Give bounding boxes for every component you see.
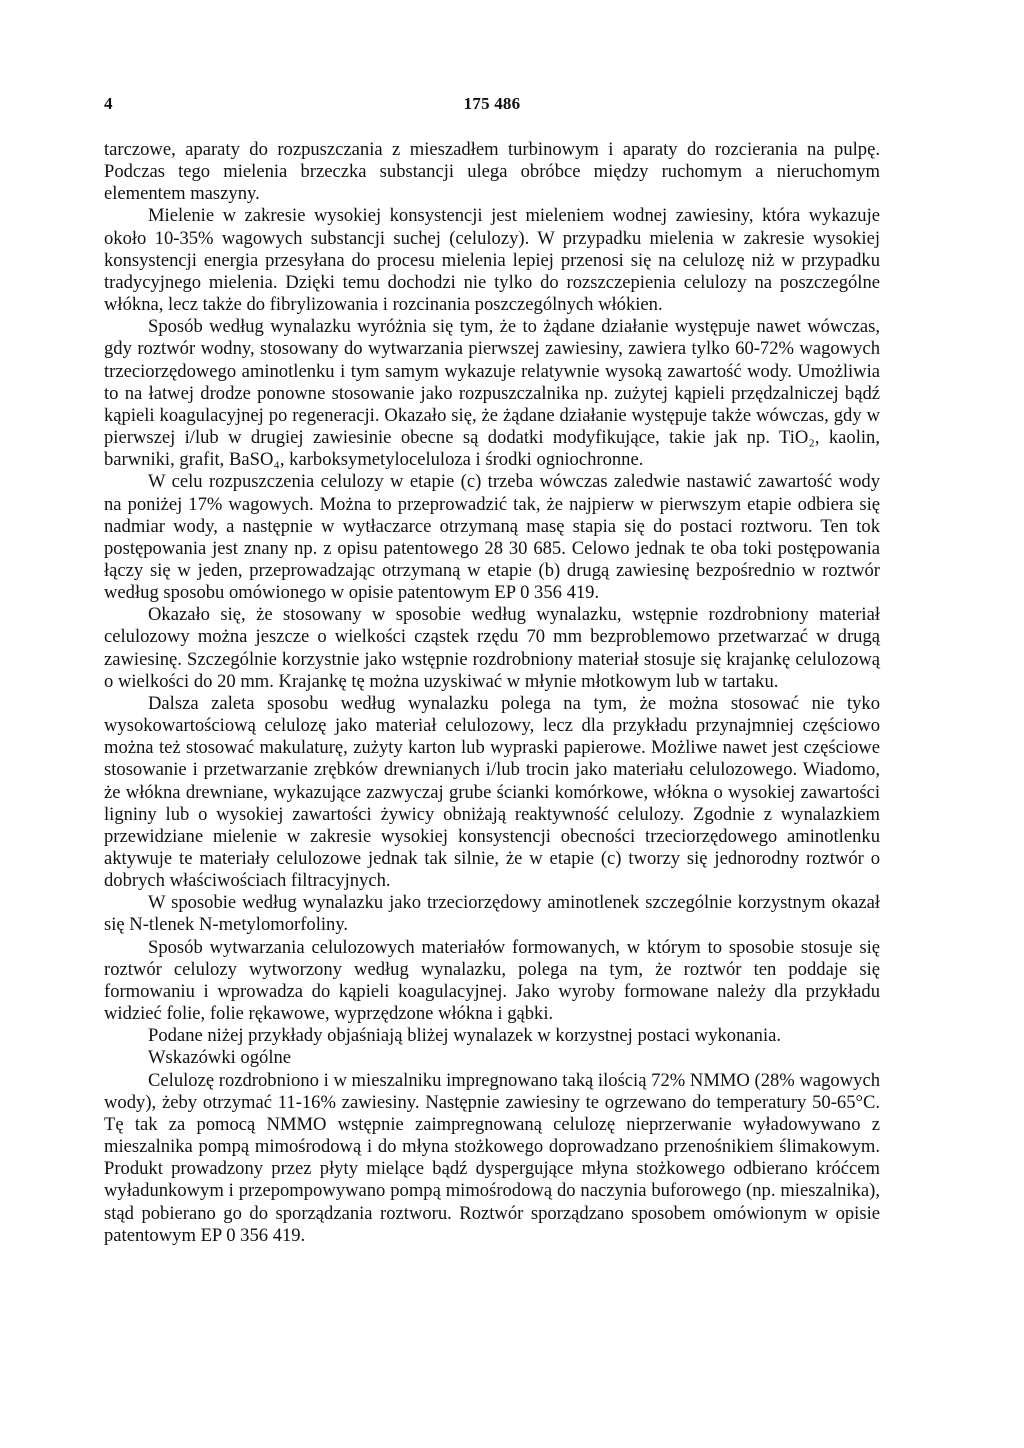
- section-heading-general-notes: Wskazówki ogólne: [148, 1047, 292, 1069]
- paragraph-4: W celu rozpuszczenia celulozy w etapie (c) trzeba wówczas zaledwie nastawić zawartość wody na poniżej 17% wagowych. Można to przeprowadzić tak, że najpierw w pierwszym etapie odbiera się nadmiar wody, a następnie w wytłaczarce otrzymaną masę stapia się do postaci roztworu. Ten tok postępowania jest znany np. z opisu patentowego 28 30 685. Celowo jednak te oba toki postępowania łączy się w jeden, przeprowadzając otrzymaną w etapie (b) drugą zawiesinę bezpośrednio w roztwór według sposobu omówionego w opisie patentowym EP 0 356 419.: [104, 471, 880, 604]
- patent-number: 175 486: [463, 94, 521, 113]
- page-number: 4: [104, 94, 113, 113]
- paragraph-10: Celulozę rozdrobniono i w mieszalniku impregnowano taką ilością 72% NMMO (28% wagowych wody), żeby otrzymać 11-16% zawiesiny. Następnie zawiesiny te ogrzewano do temperatury 50-65°C. Tę tak za pomocą NMMO wstępnie zaimpregnowaną celulozę nieprzerwanie wyładowywano z mieszalnika pompą mimośrodową i do młyna stożkowego doprowadzano przenośnikiem ślimakowym. Produkt prowadzony przez płyty mielące bądź dyspergujące młyna stożkowego odbierano króćcem wyładunkowym i przepompowywano pompą mimośrodową do naczynia buforowego (np. mieszalnika), stąd pobierano go do sporządzania roztworu. Roztwór sporządzano sposobem omówionym w opisie patentowym EP 0 356 419.: [104, 1069, 880, 1246]
- page-header: [104, 94, 880, 118]
- paragraph-3: Sposób według wynalazku wyróżnia się tym, że to żądane działanie występuje nawet wówczas, gdy roztwór wodny, stosowany do wytwarzania pierwszej zawiesiny, zawiera tylko 60-72% wagowych trzeciorzędowego aminotlenku i tym samym wykazuje relatywnie wysoką zawartość wody. Umożliwia to na łatwej drodze ponowne stosowanie jako rozpuszczalnika np. zużytej kąpieli przędzalniczej bądź kąpieli koagulacyjnej po regeneracji. Okazało się, że żądane działanie występuje także wówczas, gdy w pierwszej i/lub w drugiej zawiesinie obecne są dodatki modyfikujące, takie jak np. TiO₂, kaolin, barwniki, grafit, BaSO₄, karboksymetyloceluloza i środki ogniochronne.: [104, 316, 880, 471]
- paragraph-1: tarczowe, aparaty do rozpuszczania z mieszadłem turbinowym i aparaty do rozcierania na pulpę. Podczas tego mielenia brzeczka substancji ulega obróbce między ruchomym a nieruchomym elementem maszyny.: [104, 139, 880, 205]
- paragraph-6: Dalsza zaleta sposobu według wynalazku polega na tym, że można stosować nie tyko wysokowartościową celulozę jako materiał celulozowy, lecz dla przykładu przynajmniej częściowo można też stosować makulaturę, zużyty karton lub wypraski papierowe. Możliwe nawet jest częściowe stosowanie i przetwarzanie zrębków drewnianych i/lub trocin jako materiału celulozowego. Wiadomo, że włókna drewniane, wykazujące zazwyczaj grube ścianki komórkowe, włókna o wysokiej zawartości ligniny lub o wysokiej zawartości żywicy obniżają reaktywność celulozy. Zgodnie z wynalazkiem przewidziane mielenie w zakresie wysokiej konsystencji obecności trzeciorzędowego aminotlenku aktywuje te materiały celulozowe jednak tak silnie, że w etapie (c) tworzy się jednorodny roztwór o dobrych właściwościach filtracyjnych.: [104, 692, 880, 892]
- paragraph-5: Okazało się, że stosowany w sposobie według wynalazku, wstępnie rozdrobniony materiał celulozowy można jeszcze o wielkości cząstek rzędu 70 mm bezproblemowo przetwarzać w drugą zawiesinę. Szczególnie korzystnie jako wstępnie rozdrobniony materiał stosuje się krajankę celulozową o wielkości do 20 mm. Krajankę tę można uzyskiwać w młynie młotkowym lub w tartaku.: [104, 604, 880, 692]
- paragraph-8: Sposób wytwarzania celulozowych materiałów formowanych, w którym to sposobie stosuje się roztwór celulozy wytworzony według wynalazku, polega na tym, że roztwór ten poddaje się formowaniu i wprowadza do kąpieli koagulacyjnej. Jako wyroby formowane należy dla przykładu widzieć folie, folie rękawowe, wyprzędzone włókna i gąbki.: [104, 936, 880, 1025]
- body-text: [104, 139, 880, 1247]
- paragraph-7: W sposobie według wynalazku jako trzeciorzędowy aminotlenek szczególnie korzystnym okazał się N-tlenek N-metylomorfoliny.: [104, 892, 880, 936]
- paragraph-9: Podane niżej przykłady objaśniają bliżej wynalazek w korzystnej postaci wykonania.: [148, 1025, 782, 1047]
- paragraph-2: Mielenie w zakresie wysokiej konsystencji jest mieleniem wodnej zawiesiny, która wykazuje około 10-35% wagowych substancji suchej (celulozy). W przypadku mielenia w zakresie wysokiej konsystencji energia przesyłana do procesu mielenia lepiej przenosi się na celulozę niż w przypadku tradycyjnego mielenia. Dzięki temu dochodzi nie tylko do rozszczepienia celulozy na poszczególne włókna, lecz także do fibrylizowania i rozcinania poszczególnych włókien.: [104, 205, 880, 316]
